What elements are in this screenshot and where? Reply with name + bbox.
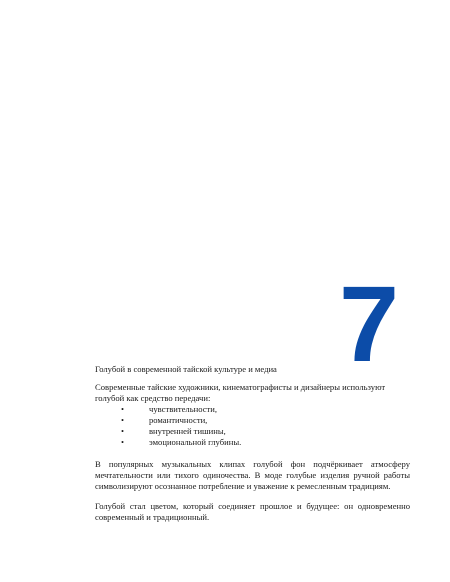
bullet-text: чувствительности, xyxy=(149,404,218,414)
bullet-text: внутренней тишины, xyxy=(149,426,226,436)
bullet-dot: • xyxy=(121,415,125,425)
bullet-dot: • xyxy=(121,426,125,436)
paragraph-line: Голубой стал цветом, который соединяет прошлое и будущее: он одновременно xyxy=(95,501,410,511)
paragraph-line: В популярных музыкальных клипах голубой фон подчёркивает атмосферу xyxy=(95,459,410,469)
paragraph-music-fashion xyxy=(95,459,410,492)
bullet-dot: • xyxy=(121,437,125,447)
paragraph-intro-text: Современные тайские художники, кинематографисты и дизайнеры используют голубой как средство передачи: xyxy=(95,382,386,403)
bullet-dot: • xyxy=(121,404,125,414)
section-title: Голубой в современной тайской культуре и медиа xyxy=(95,364,277,374)
bullet-list xyxy=(95,404,410,448)
paragraph-line: мечтательности или тихого одиночества. В моде голубые изделия ручной работы xyxy=(95,470,410,480)
paragraph-intro xyxy=(95,382,410,448)
chapter-number: 7 xyxy=(339,263,398,384)
paragraph-line: символизируют осознанное потребление и уважение к ремесленным традициям. xyxy=(95,481,391,491)
bullet-text: эмоциональной глубины. xyxy=(149,437,242,447)
bullet-item xyxy=(95,426,410,437)
paragraph-line: современный и традиционный. xyxy=(95,512,210,522)
bullet-item xyxy=(95,437,410,448)
bullet-item xyxy=(95,415,410,426)
paragraph-conclusion xyxy=(95,501,410,523)
bullet-text: романтичности, xyxy=(149,415,208,425)
bullet-item xyxy=(95,404,410,415)
